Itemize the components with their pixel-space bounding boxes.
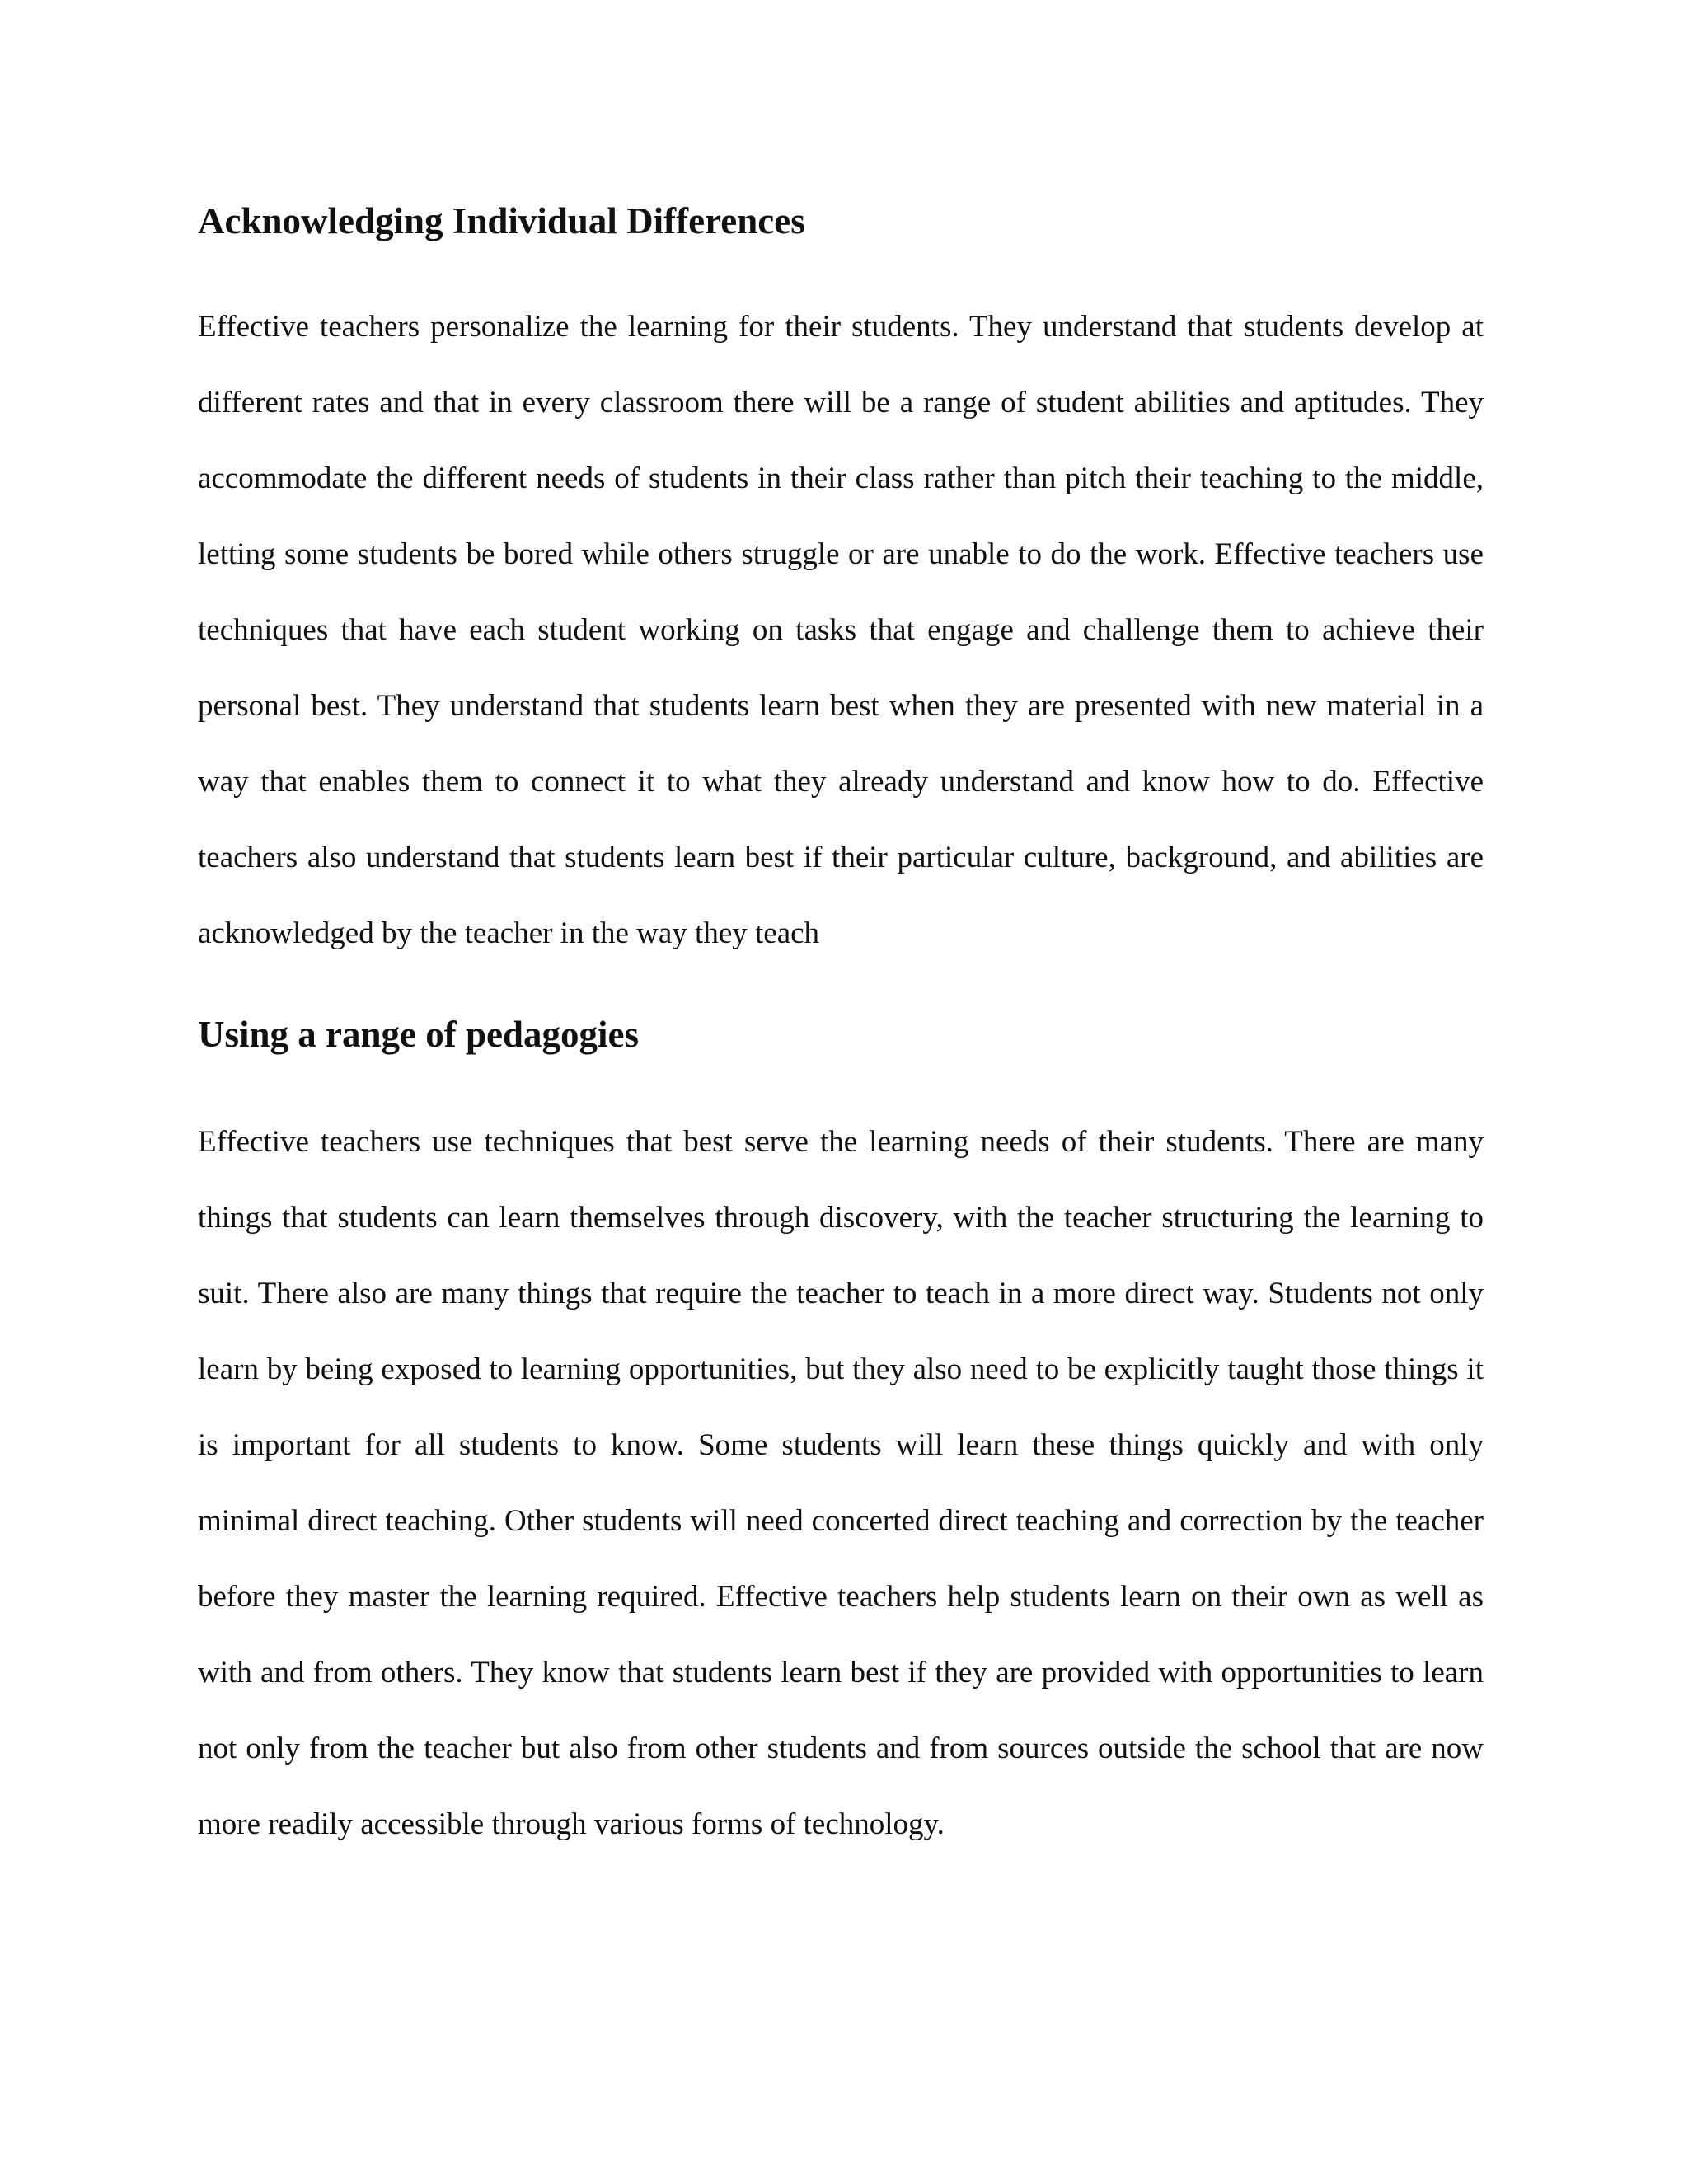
section-paragraph-pedagogies: Effective teachers use techniques that best serve the learning needs of their students. There are many things that students can learn themselves through discovery, with the teacher structuring the learning to suit. There also are many things that require the teacher to teach in a more direct way. Students not only learn by being exposed to learning opportunities, but they also need to be explicitly taught those things it is important for all students to know. Some students will learn these things quickly and with only minimal direct teaching. Other students will need concerted direct teaching and correction by the teacher before they master the learning required. Effective teachers help students learn on their own as well as with and from others. They know that students learn best if they are provided with opportunities to learn not only from the teacher but also from other students and from sources outside the school that are now more readily accessible through various forms of technology. — [198, 1125, 1484, 1841]
section-heading-individual-differences: Acknowledging Individual Differences — [198, 200, 805, 241]
section-paragraph-individual-differences: Effective teachers personalize the learning for their students. They understand that students develop at different rates and that in every classroom there will be a range of student abilities and aptitudes. They accommodate the different needs of students in their class rather than pitch their teaching to the middle, letting some students be bored while others struggle or are unable to do the work. Effective teachers use techniques that have each student working on tasks that engage and challenge them to achieve their personal best. They understand that students learn best when they are presented with new material in a way that enables them to connect it to what they already understand and know how to do. Effective teachers also understand that students learn best if their particular culture, background, and abilities are acknowledged by the teacher in the way they teach — [198, 310, 1484, 950]
section-heading-pedagogies: Using a range of pedagogies — [198, 1014, 640, 1055]
